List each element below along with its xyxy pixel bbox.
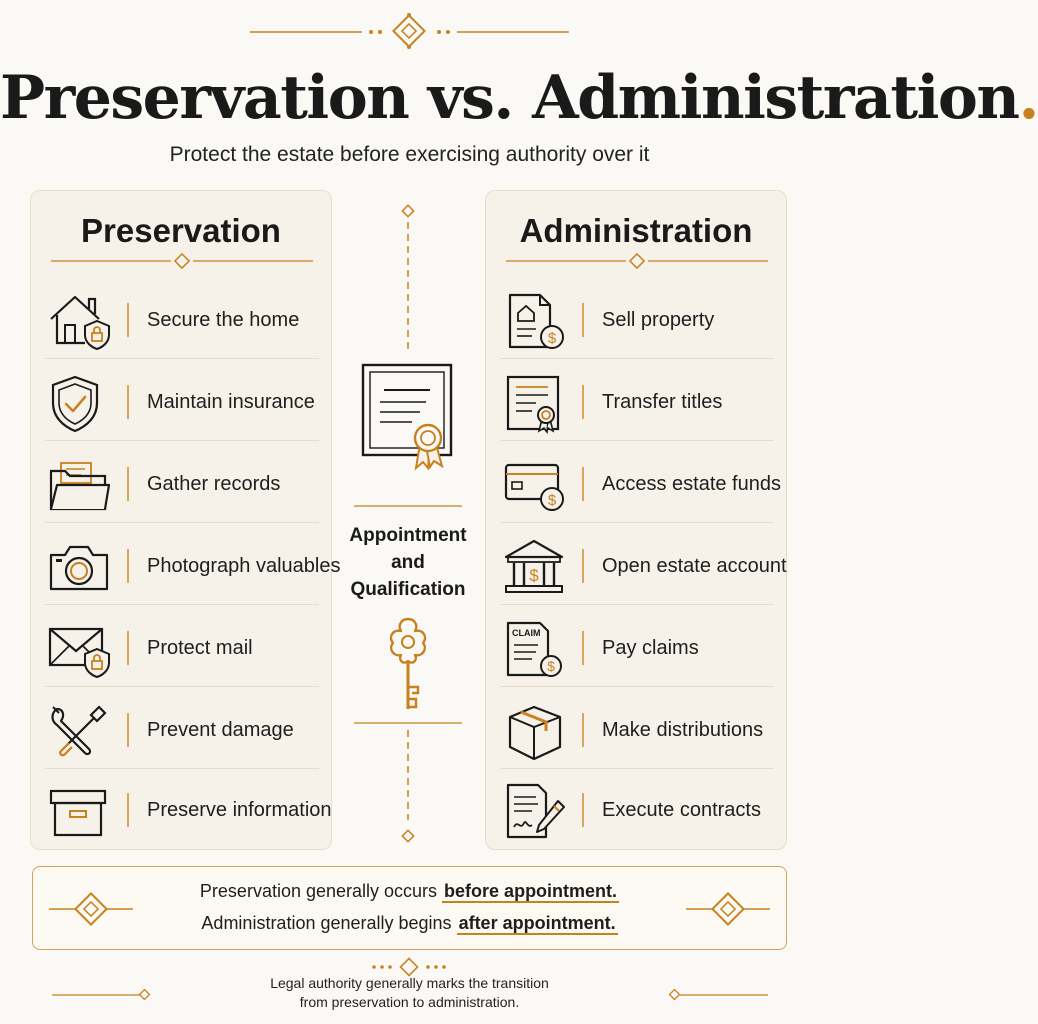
item-label: Preserve information <box>147 799 332 821</box>
list-item <box>45 691 319 769</box>
wrench-screwdriver-icon <box>47 701 111 761</box>
house-lock-icon <box>47 291 111 351</box>
item-label: Prevent damage <box>147 719 294 741</box>
archive-box-icon <box>47 781 111 841</box>
item-label: Execute contracts <box>602 799 761 821</box>
center-column <box>340 200 476 850</box>
row-accent-bar <box>127 549 129 583</box>
row-divider <box>500 358 774 359</box>
row-divider <box>500 440 774 441</box>
top-ornament <box>0 12 819 52</box>
administration-title: Administration <box>519 212 753 249</box>
folder-icon <box>47 455 111 515</box>
list-item <box>500 445 781 523</box>
item-label: Access estate funds <box>602 473 781 495</box>
envelope-lock-icon <box>47 619 111 679</box>
row-divider <box>500 604 774 605</box>
contract-signature-icon <box>502 781 566 841</box>
list-item <box>45 609 319 687</box>
svg-text:$: $ <box>547 330 557 347</box>
item-label: Maintain insurance <box>147 391 315 413</box>
row-divider <box>500 768 774 769</box>
row-accent-bar <box>127 467 129 501</box>
summary-line-administration: Administration generally begins after appointment. <box>201 913 616 933</box>
emphasis-before-appointment: before appointment. <box>444 881 618 901</box>
row-accent-bar <box>582 467 584 501</box>
list-item <box>500 281 774 359</box>
svg-text:$: $ <box>547 658 555 674</box>
item-label: Photograph valuables <box>147 555 341 577</box>
administration-panel <box>485 190 787 850</box>
list-item <box>45 363 319 441</box>
row-divider <box>45 358 319 359</box>
row-divider <box>45 522 319 523</box>
center-line-2: and <box>391 552 425 573</box>
claim-document-icon <box>502 619 566 679</box>
center-line-1: Appointment <box>349 525 467 546</box>
item-label: Gather records <box>147 473 281 495</box>
item-label: Transfer titles <box>602 391 723 413</box>
preservation-panel <box>30 190 341 850</box>
item-label: Protect mail <box>147 637 253 659</box>
panel-divider-ornament <box>506 253 768 269</box>
shield-check-icon <box>47 373 111 433</box>
row-accent-bar <box>582 385 584 419</box>
row-divider <box>45 604 319 605</box>
claim-icon-text: CLAIM <box>512 628 541 638</box>
title-certificate-icon <box>502 373 566 433</box>
package-box-icon <box>502 701 566 761</box>
row-accent-bar <box>127 631 129 665</box>
row-divider <box>500 686 774 687</box>
list-item <box>500 527 787 605</box>
title-dot: . <box>1018 63 1038 133</box>
key-icon <box>380 615 436 715</box>
item-label: Make distributions <box>602 719 764 741</box>
list-item <box>45 771 332 849</box>
row-accent-bar <box>582 793 584 827</box>
camera-icon <box>47 537 111 597</box>
list-item <box>500 609 774 687</box>
card-dollar-icon <box>502 455 566 515</box>
center-line-3: Qualification <box>350 579 466 600</box>
row-accent-bar <box>582 303 584 337</box>
emphasis-after-appointment: after appointment. <box>458 913 616 933</box>
row-accent-bar <box>127 713 129 747</box>
list-item <box>45 527 341 605</box>
list-item <box>45 281 319 359</box>
panel-divider-ornament <box>51 253 313 269</box>
summary-box <box>32 866 787 950</box>
item-label: Open estate account <box>602 555 787 577</box>
bank-icon <box>502 537 566 597</box>
row-divider <box>45 440 319 441</box>
list-item <box>45 445 319 523</box>
page-title: Preservation vs. Administration. <box>0 63 1038 133</box>
row-accent-bar <box>127 385 129 419</box>
footer-note <box>0 974 819 1012</box>
list-item <box>500 771 774 849</box>
svg-text:$: $ <box>547 492 557 509</box>
row-accent-bar <box>582 631 584 665</box>
property-deed-icon <box>502 291 566 351</box>
row-accent-bar <box>582 713 584 747</box>
row-divider <box>500 522 774 523</box>
svg-text:$: $ <box>529 566 539 585</box>
row-accent-bar <box>582 549 584 583</box>
item-label: Pay claims <box>602 637 699 659</box>
row-divider <box>45 686 319 687</box>
summary-line-preservation: Preservation generally occurs before appointment. <box>199 881 618 901</box>
preservation-title: Preservation <box>81 212 281 249</box>
row-accent-bar <box>127 303 129 337</box>
item-label: Sell property <box>602 309 715 331</box>
footer-line-1: Legal authority generally marks the transition <box>270 975 549 991</box>
item-label: Secure the home <box>147 309 300 331</box>
list-item <box>500 691 774 769</box>
row-accent-bar <box>127 793 129 827</box>
page-subtitle: Protect the estate before exercising authority over it <box>169 143 650 166</box>
certificate-icon <box>360 362 456 474</box>
row-divider <box>45 768 319 769</box>
list-item <box>500 363 774 441</box>
footer-line-2: from preservation to administration. <box>299 994 520 1010</box>
appointment-qualification-label <box>340 522 476 603</box>
